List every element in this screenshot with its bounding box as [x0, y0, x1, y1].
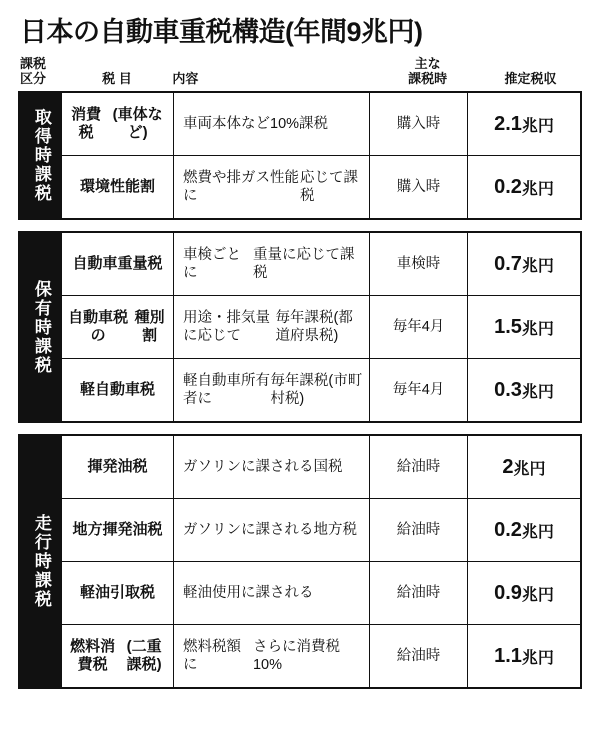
tax-name-cell: 自動車重量税 — [62, 233, 174, 295]
tax-revenue-cell — [468, 625, 580, 687]
revenue-value: 0.2 — [494, 518, 522, 541]
tax-content-cell: 燃費や排ガス性能に 応じて課税 — [174, 156, 370, 218]
table-row — [62, 499, 580, 562]
revenue-unit: 兆円 — [513, 460, 546, 478]
tax-name-cell: 燃料消費税 (二重課税) — [62, 625, 174, 687]
tax-revenue-cell — [468, 562, 580, 624]
revenue-unit: 兆円 — [521, 180, 554, 198]
revenue-value: 0.7 — [494, 252, 522, 275]
tax-revenue-cell — [468, 436, 580, 498]
tax-group — [18, 434, 582, 689]
tax-name-cell: 軽油引取税 — [62, 562, 174, 624]
revenue-value: 1.1 — [494, 644, 522, 667]
revenue-value: 1.5 — [494, 315, 522, 338]
tax-revenue-cell — [468, 93, 580, 155]
revenue-unit: 兆円 — [521, 649, 554, 667]
column-header-row — [18, 56, 582, 87]
tax-timing-cell: 給油時 — [370, 625, 468, 687]
table-row — [62, 156, 580, 218]
revenue-value: 2.1 — [494, 112, 522, 135]
column-header-content: 内容 — [172, 71, 199, 87]
page-title: 日本の自動車重税構造(年間9兆円) — [20, 17, 423, 47]
table-row — [62, 359, 580, 421]
tax-content-cell: 用途・排気量に応じて 毎年課税(都道府県税) — [174, 296, 370, 358]
revenue-unit: 兆円 — [521, 320, 554, 338]
revenue-unit: 兆円 — [521, 523, 554, 541]
group-rows — [62, 436, 580, 687]
group-label-driving: 走行時課税 — [20, 436, 62, 687]
table-row — [62, 296, 580, 359]
tax-group — [18, 91, 582, 220]
tax-revenue-cell — [468, 359, 580, 421]
tax-content-cell: ガソリンに 課される国税 — [174, 436, 370, 498]
tax-timing-cell: 購入時 — [370, 156, 468, 218]
column-header-revenue: 推定税収 — [504, 71, 557, 87]
tax-content-cell: 燃料税額に さらに消費税10% — [174, 625, 370, 687]
tax-content-cell: 車検ごとに 重量に応じて課税 — [174, 233, 370, 295]
group-rows — [62, 93, 580, 218]
tax-name-cell: 地方 揮発油税 — [62, 499, 174, 561]
table-row — [62, 625, 580, 687]
tax-name-cell: 環境性能割 — [62, 156, 174, 218]
tax-name-cell: 揮発油税 — [62, 436, 174, 498]
tax-timing-cell: 車検時 — [370, 233, 468, 295]
tax-content-cell: 軽油使用に 課される — [174, 562, 370, 624]
tax-content-cell: ガソリンに 課される地方税 — [174, 499, 370, 561]
tax-timing-cell: 購入時 — [370, 93, 468, 155]
revenue-value: 0.3 — [494, 378, 522, 401]
tax-name-cell: 自動車税の 種別割 — [62, 296, 174, 358]
table-row — [62, 562, 580, 625]
table-row — [62, 93, 580, 156]
tax-timing-cell: 毎年4月 — [370, 359, 468, 421]
tax-revenue-cell — [468, 233, 580, 295]
tax-content-cell: 軽自動車所有者に 毎年課税(市町村税) — [174, 359, 370, 421]
revenue-value: 0.2 — [494, 175, 522, 198]
column-header-timing: 主な 課税時 — [408, 55, 448, 87]
tax-content-cell: 車両本体など 10%課税 — [174, 93, 370, 155]
group-label-ownership: 保有時課税 — [20, 233, 62, 421]
tax-group — [18, 231, 582, 423]
tax-timing-cell: 給油時 — [370, 436, 468, 498]
revenue-unit: 兆円 — [521, 257, 554, 275]
revenue-value: 0.9 — [494, 581, 522, 604]
column-header-division: 課税 区分 — [20, 55, 47, 87]
tax-timing-cell: 給油時 — [370, 499, 468, 561]
group-label-acquisition: 取得時課税 — [20, 93, 62, 218]
table-row — [62, 436, 580, 499]
revenue-unit: 兆円 — [521, 586, 554, 604]
revenue-unit: 兆円 — [521, 117, 554, 135]
column-header-tax-name: 税 目 — [102, 71, 132, 87]
revenue-unit: 兆円 — [521, 383, 554, 401]
revenue-value: 2 — [502, 455, 514, 478]
tax-revenue-cell — [468, 156, 580, 218]
tax-revenue-cell — [468, 499, 580, 561]
tax-timing-cell: 給油時 — [370, 562, 468, 624]
table-row — [62, 233, 580, 296]
tax-name-cell: 軽自動車税 — [62, 359, 174, 421]
tax-revenue-cell — [468, 296, 580, 358]
tax-name-cell: 消費税 (車体など) — [62, 93, 174, 155]
tax-timing-cell: 毎年4月 — [370, 296, 468, 358]
group-rows — [62, 233, 580, 421]
